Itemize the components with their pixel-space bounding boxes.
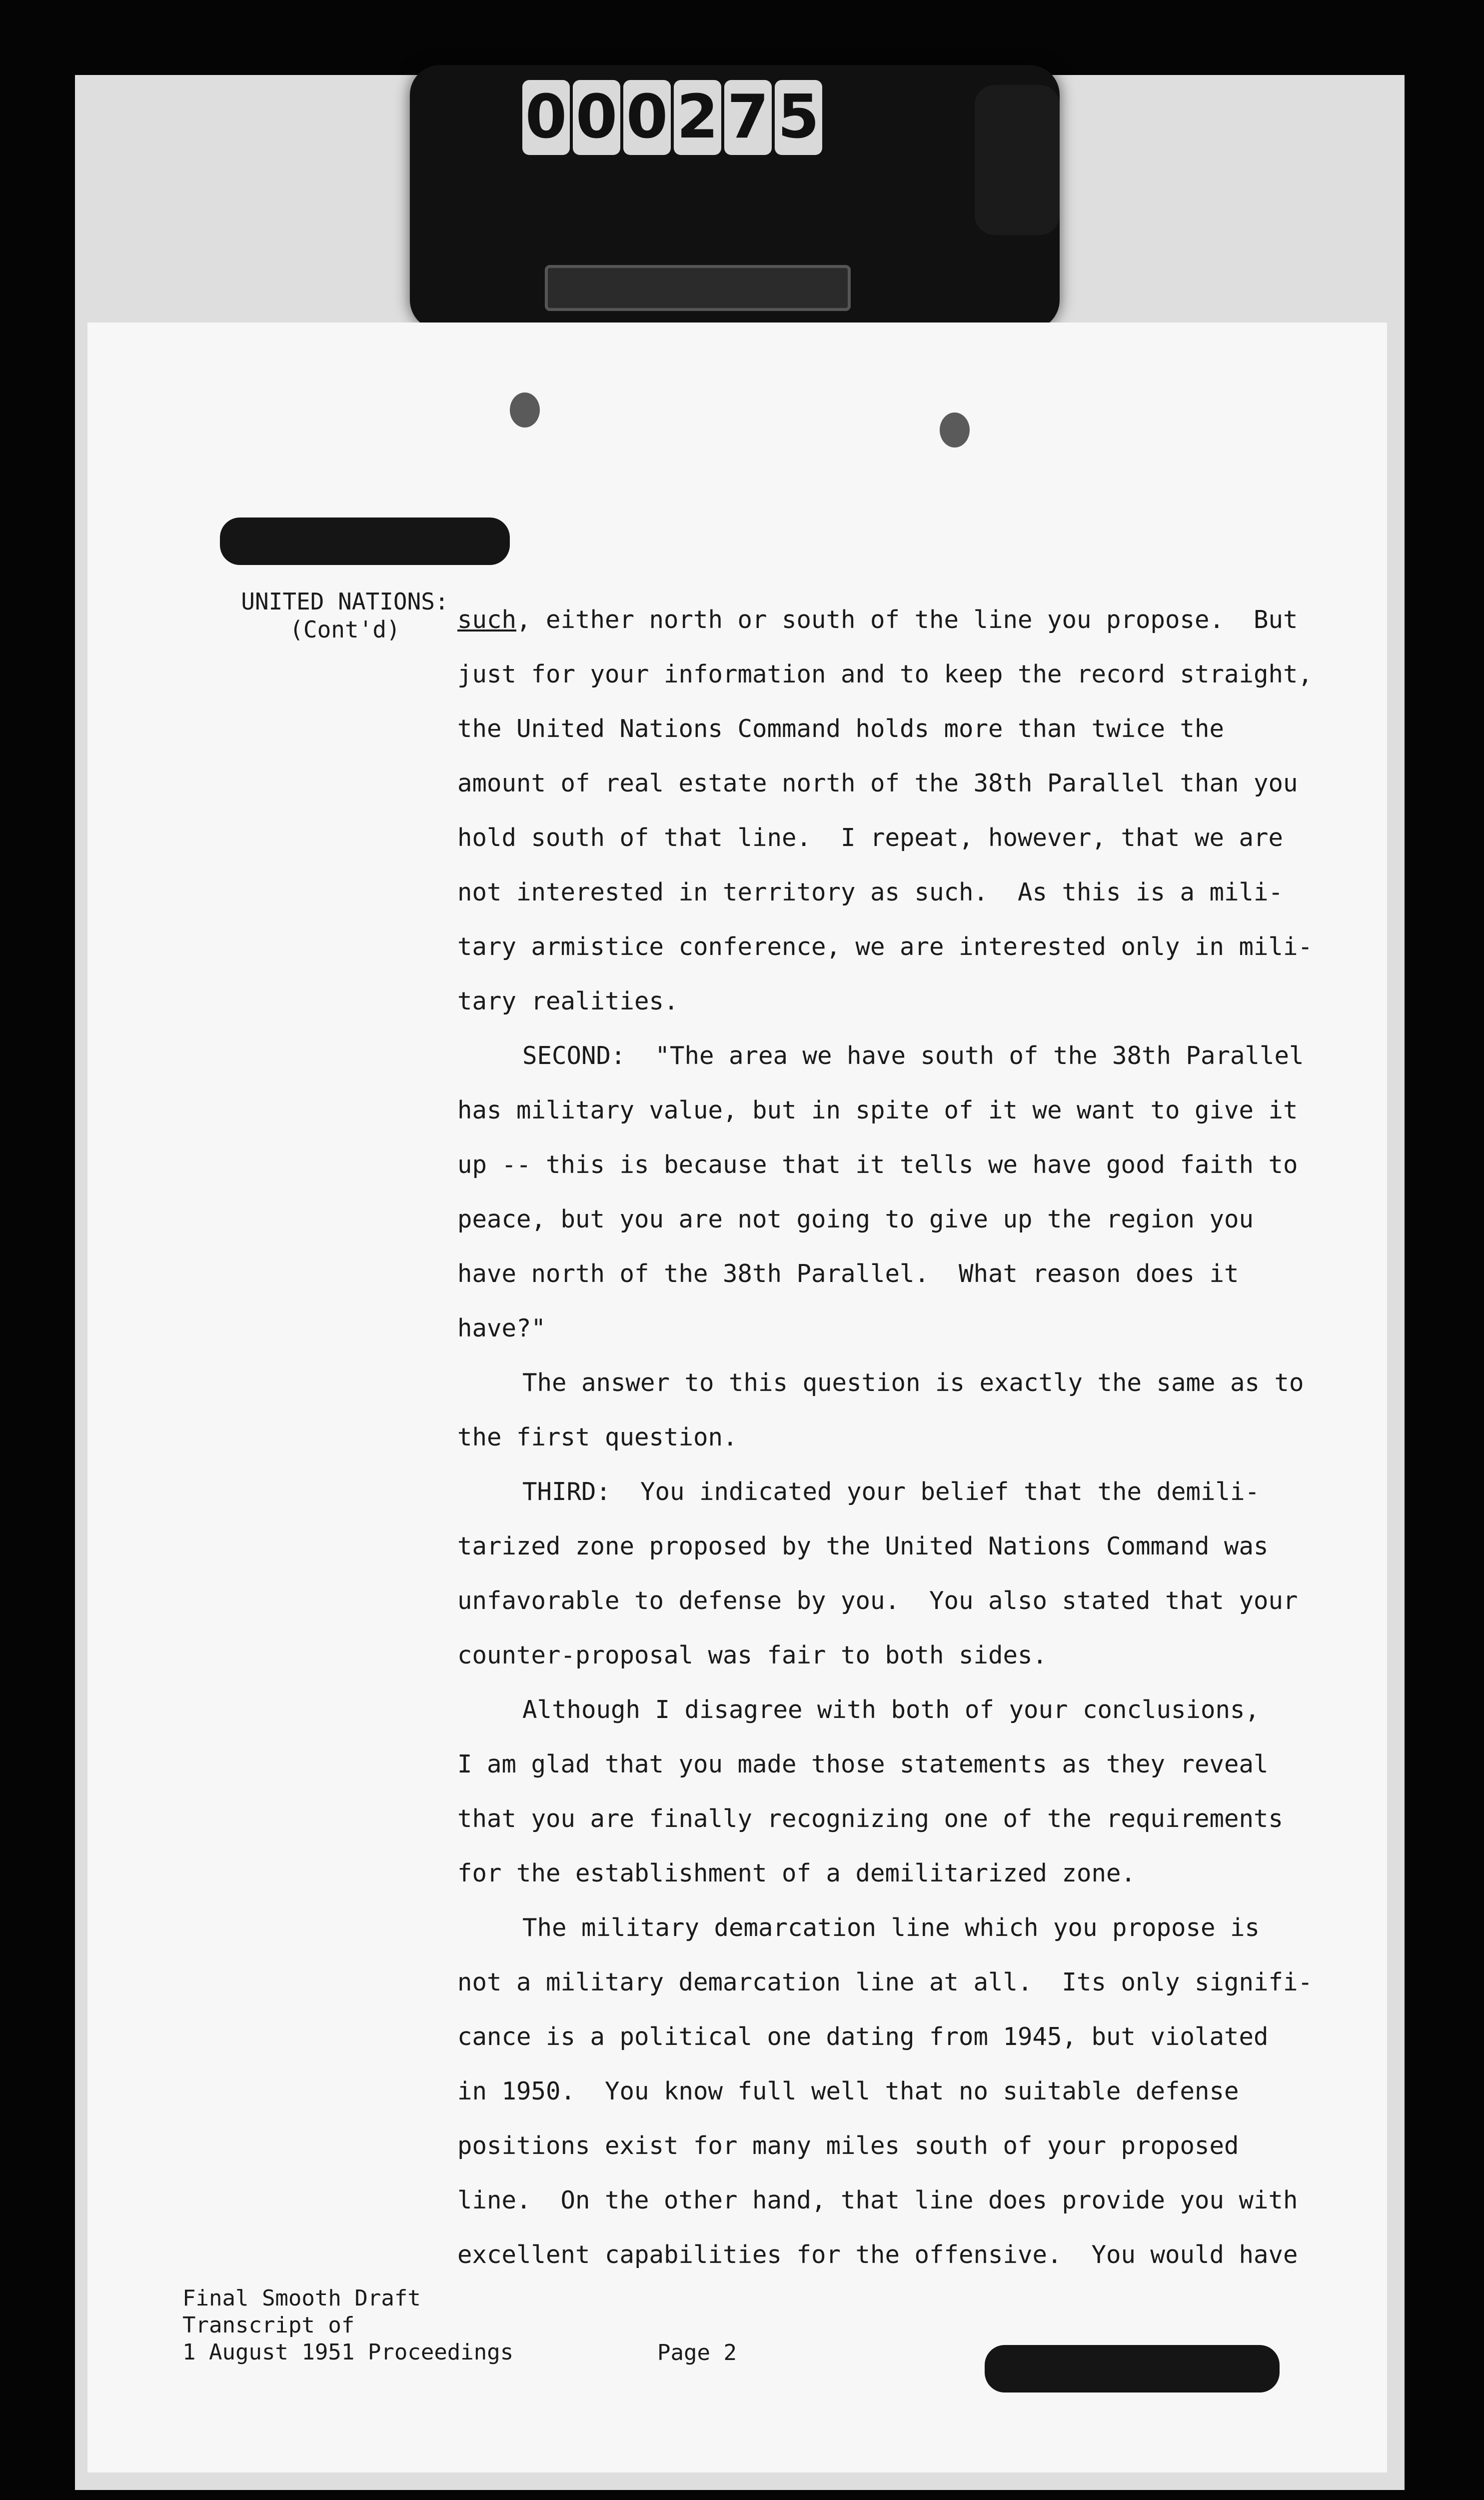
body-line: cance is a political one dating from 1945, but violated: [457, 2022, 1269, 2051]
body-line: the United Nations Command holds more than twice the: [457, 714, 1225, 743]
counter-digit: 2: [674, 80, 721, 155]
body-line: just for your information and to keep the record straight,: [457, 660, 1313, 688]
counter-digit: 0: [522, 80, 570, 155]
body-line: THIRD: You indicated your belief that the demili-: [522, 1478, 1260, 1506]
frame-counter: [522, 80, 822, 155]
body-line: counter-proposal was fair to both sides.: [457, 1641, 1048, 1670]
body-line: excellent capabilities for the offensive. You would have: [457, 2240, 1298, 2269]
speaker-continued: (Cont'd): [289, 616, 400, 643]
page-number: Page 2: [657, 2340, 737, 2366]
footer-line: Final Smooth Draft: [182, 2286, 421, 2311]
body-line: in 1950. You know full well that no suitable defense: [457, 2077, 1239, 2106]
body-line: have north of the 38th Parallel. What reason does it: [457, 1260, 1239, 1288]
body-line: Although I disagree with both of your conclusions,: [522, 1696, 1260, 1724]
body-line: not interested in territory as such. As this is a mili-: [457, 878, 1284, 906]
body-line: the first question.: [457, 1423, 738, 1452]
body-line: has military value, but in spite of it we want to give it: [457, 1096, 1298, 1124]
body-line: tary armistice conference, we are interested only in mili-: [457, 932, 1313, 961]
body-line: The military demarcation line which you propose is: [522, 1914, 1260, 1942]
body-line: SECOND: "The area we have south of the 38th Parallel: [522, 1042, 1304, 1070]
redaction-mark: [220, 518, 510, 565]
body-line: I am glad that you made those statements as they reveal: [457, 1750, 1269, 1778]
counter-slot: [545, 265, 851, 311]
body-line: amount of real estate north of the 38th Parallel than you: [457, 769, 1298, 798]
body-line: tary realities.: [457, 987, 679, 1016]
counter-digit: 7: [724, 80, 772, 155]
body-line: tarized zone proposed by the United Nations Command was: [457, 1532, 1269, 1560]
counter-digit: 5: [775, 80, 822, 155]
body-line: peace, but you are not going to give up the region you: [457, 1205, 1254, 1234]
body-line: for the establishment of a demilitarized zone.: [457, 1859, 1136, 1888]
document-footer: [182, 2285, 513, 2366]
body-line: line. On the other hand, that line does provide you with: [457, 2186, 1298, 2214]
footer-line: Transcript of: [182, 2312, 355, 2338]
body-line: The answer to this question is exactly the same as to: [522, 1368, 1304, 1397]
body-line: hold south of that line. I repeat, however, that we are: [457, 824, 1284, 852]
underlined-word: such: [457, 606, 517, 634]
body-line: such, either north or south of the line you propose. But: [457, 606, 1298, 634]
body-line: positions exist for many miles south of your proposed: [457, 2132, 1239, 2160]
document-page: [87, 322, 1387, 2472]
body-line: that you are finally recognizing one of the requirements: [457, 1804, 1284, 1833]
counter-knob: [975, 85, 1060, 235]
counter-digit: 0: [623, 80, 671, 155]
speaker-name: UNITED NATIONS:: [241, 588, 449, 615]
body-line: up -- this is because that it tells we have good faith to: [457, 1150, 1298, 1179]
punch-hole: [510, 392, 540, 428]
body-line: unfavorable to defense by you. You also stated that your: [457, 1586, 1298, 1615]
body-line: not a military demarcation line at all. Its only signifi-: [457, 1968, 1313, 1996]
punch-hole: [940, 412, 970, 448]
footer-line: 1 August 1951 Proceedings: [182, 2340, 514, 2365]
speaker-label: [220, 588, 470, 644]
counter-digit: 0: [573, 80, 620, 155]
redaction-mark: [985, 2345, 1280, 2392]
body-line: have?": [457, 1314, 546, 1342]
transcript-body: [457, 592, 1337, 2282]
